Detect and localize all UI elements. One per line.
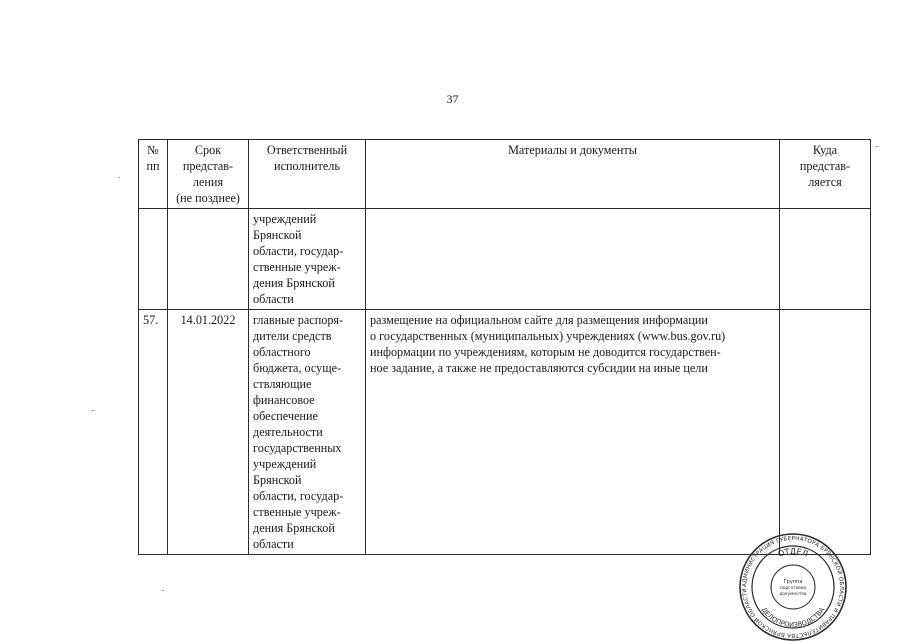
stamp-outer-ring-text: АДМИНИСТРАЦИЯ ГУБЕРНАТОРА БРЯНСКОЙ ОБЛАСТИ И ПРАВИТЕЛЬСТВА БРЯНСКОЙ ОБЛАСТИ	[741, 535, 845, 639]
scan-speck	[92, 410, 94, 411]
header-executor: Ответственный исполнитель	[249, 140, 366, 209]
row-deadline	[168, 209, 249, 310]
row-materials: размещение на официальном сайте для размещения информации о государственных (муниципальных) учреждениях (www.bus.gov.ru) информации по учреждениям, которым не доводится государствен- ное задание, а также не предоставляются субсидии на иные цели	[366, 310, 780, 555]
row-destination	[780, 310, 871, 555]
stamp-center-line: документов	[779, 592, 807, 597]
header-number: № пп	[139, 140, 168, 209]
stamp-center-line: Группа	[783, 579, 803, 585]
table-row	[139, 209, 871, 310]
documents-table	[138, 139, 871, 555]
scan-speck	[162, 590, 164, 591]
table-row	[139, 310, 871, 555]
row-number	[139, 209, 168, 310]
header-deadline: Срок представ- ления (не позднее)	[168, 140, 249, 209]
table-header-row	[139, 140, 871, 209]
scan-speck	[118, 177, 120, 178]
stamp-inner-bottom-text: ДЕЛОПРОИЗВОДСТВА	[759, 605, 827, 630]
row-materials	[366, 209, 780, 310]
row-destination	[780, 209, 871, 310]
page-number: 37	[446, 92, 459, 106]
row-executor: главные распоря- дители средств областного бюджета, осуще- ствляющие финансовое обеспечение деятельности государственных учреждений Брянской области, государ- ственные учреж- дения Брянской области	[249, 310, 366, 555]
official-stamp	[738, 532, 848, 642]
row-deadline: 14.01.2022	[168, 310, 249, 555]
scan-speck	[876, 146, 878, 147]
row-number: 57.	[139, 310, 168, 555]
header-materials: Материалы и документы	[366, 140, 780, 209]
stamp-inner-top-text: ОТДЕЛ	[776, 546, 810, 559]
stamp-center-line: подготовки	[779, 586, 807, 591]
header-destination: Куда представ- ляется	[780, 140, 871, 209]
row-executor: учреждений Брянской области, государ- ственные учреж- дения Брянской области	[249, 209, 366, 310]
